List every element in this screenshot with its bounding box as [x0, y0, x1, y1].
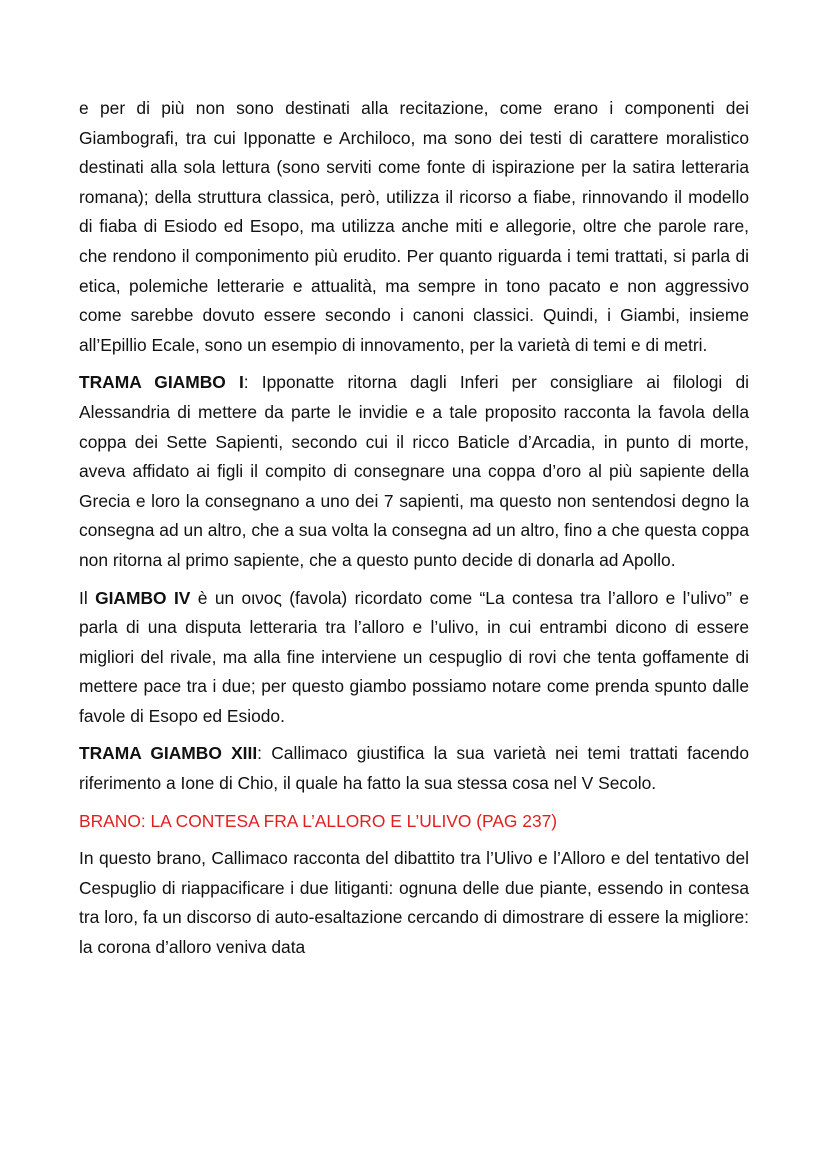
label-giambo-4: GIAMBO IV	[95, 587, 191, 608]
paragraph-trama-giambo-1	[79, 368, 749, 575]
text-trama-giambo-13: : Callimaco giustifica la sua varietà nei temi trattati facendo riferimento a Ione di Chio, il quale ha fatto la sua stessa cosa nel V Secolo.	[79, 743, 750, 794]
paragraph-giambo-4	[79, 584, 749, 732]
prefix-giambo-4: Il	[79, 587, 96, 608]
label-trama-giambo-13: TRAMA GIAMBO XIII	[79, 743, 258, 764]
paragraph-trama-giambo-13	[79, 739, 749, 798]
document-page	[79, 94, 749, 971]
text-giambo-4: è un οινος (favola) ricordato come “La contesa tra l’alloro e l’ulivo” e parla di una disputa letteraria tra l’alloro e l’ulivo, in cui entrambi dicono di essere migliori del rivale, ma alla fine interviene un cespuglio di rovi che tenta goffamente di mettere pace tra i due; per questo giambo possiamo notare come prenda spunto dalle favole di Esopo ed Esiodo.	[79, 587, 750, 726]
section-heading-brano: BRANO: LA CONTESA FRA L’ALLORO E L’ULIVO (PAG 237)	[79, 810, 558, 831]
paragraph-brano-intro: In questo brano, Callimaco racconta del dibattito tra l’Ulivo e l’Alloro e del tentativo del Cespuglio di riappacificare i due litiganti: ognuna delle due piante, essendo in contesa tra loro, fa un discorso di auto-esaltazione cercando di dimostrare di essere la migliore: la corona d’alloro veniva data	[79, 848, 749, 958]
label-trama-giambo-1: TRAMA GIAMBO I	[79, 372, 244, 393]
text-trama-giambo-1: : Ipponatte ritorna dagli Inferi per consigliare ai filologi di Alessandria di mettere da parte le invidie e a tale proposito racconta la favola della coppa dei Sette Sapienti, secondo cui il ricco Baticle d’Arcadia, in punto di morte, aveva affidato ai figli il compito di consegnare una coppa d’oro al più sapiente della Grecia e loro la consegnano a uno dei 7 sapienti, ma questo non sentendosi degno la consegna ad un altro, che a sua volta la consegna ad un altro, fino a che questa coppa non ritorna al primo sapiente, che a questo punto decide di donarla ad Apollo.	[79, 372, 749, 570]
paragraph-giambi-intro: e per di più non sono destinati alla recitazione, come erano i componenti dei Giambografi, tra cui Ipponatte e Archiloco, ma sono dei testi di carattere moralistico destinati alla sola lettura (sono serviti come fonte di ispirazione per la satira letteraria romana); della struttura classica, però, utilizza il ricorso a fiabe, rinnovando il modello di fiaba di Esiodo ed Esopo, ma utilizza anche miti e allegorie, oltre che parole rare, che rendono il componimento più erudito. Per quanto riguarda i temi trattati, si parla di etica, polemiche letterarie e attualità, ma sempre in tono pacato e non aggressivo come sarebbe dovuto essere secondo i canoni classici. Quindi, i Giambi, insieme all’Epillio Ecale, sono un esempio di innovamento, per la varietà di temi e di metri.	[79, 98, 749, 355]
